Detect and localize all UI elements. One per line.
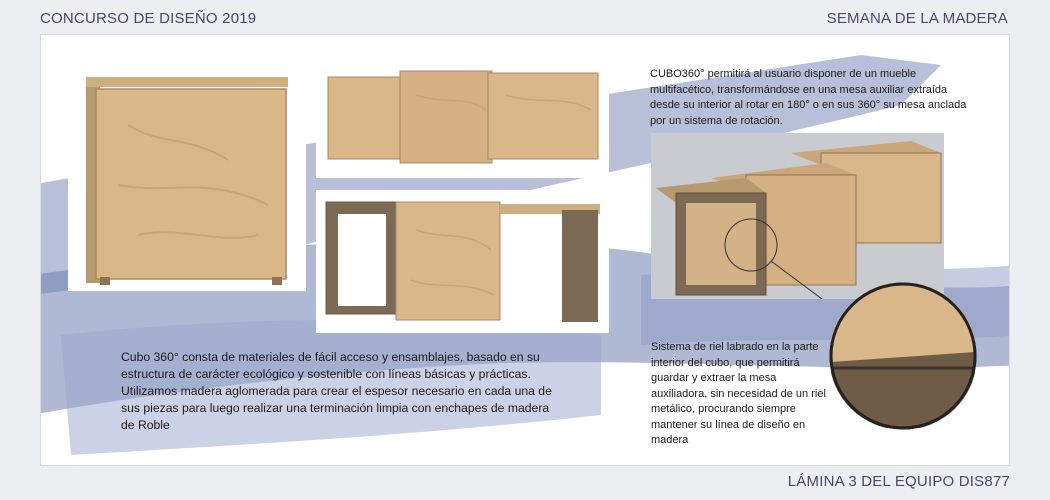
- event-title: SEMANA DE LA MADERA: [826, 10, 1008, 27]
- rail-detail-zoom: [829, 282, 977, 430]
- open-table-photo: [316, 190, 609, 333]
- sheet-label: LÁMINA 3 DEL EQUIPO DIS877: [787, 473, 1010, 490]
- description-text: Cubo 360° consta de materiales de fácil acceso y ensamblajes, basado en su estructura de carácter ecológico y sostenible con líneas básicas y prácticas. Utilizamos madera aglomerada para crear el espesor necesario en cada una de sus piezas para luego realizar una terminación limpia con enchapes de madera de Roble: [121, 350, 552, 432]
- poster-panel: [40, 34, 1010, 466]
- contest-title: CONCURSO DE DISEÑO 2019: [40, 10, 257, 27]
- intro-text: CUBO360° permitirá al usuario disponer de un mueble multifacético, transformándose en una mesa auxiliar extraída desde su interior al rotar en 180° o en sus 360° su mesa anclada por un sistema de rotación.: [650, 68, 967, 127]
- rail-render-photo: [651, 133, 944, 299]
- cube-photo: [68, 65, 306, 291]
- rail-system-text: Sistema de riel labrado en la parte interior del cubo, que permitirá guardar y extraer la mesa auxiliadora, sin necesidad de un riel metálico, procurando siempre mantener su línea de diseño en madera: [651, 341, 826, 446]
- extended-table-photo: [316, 65, 609, 178]
